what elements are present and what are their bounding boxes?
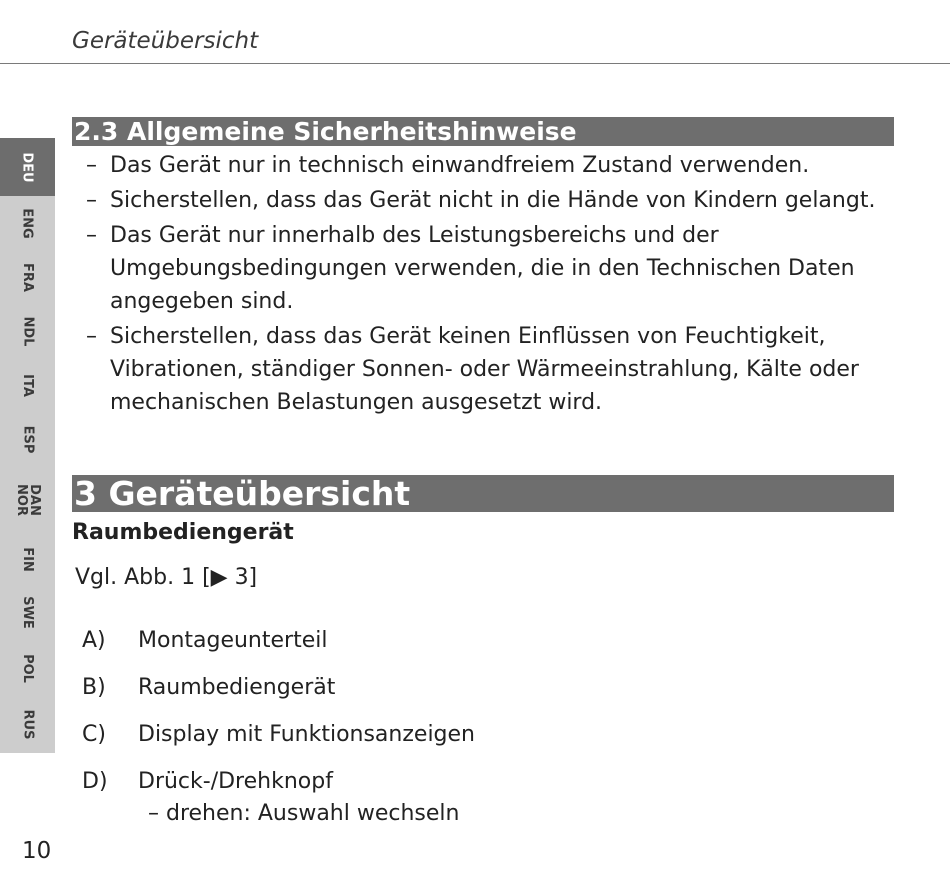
page-number: 10: [22, 838, 52, 864]
list-item: [86, 219, 896, 318]
bullet-text: Sicherstellen, dass das Gerät keinen Einflüssen von Feuchtigkeit, Vibrationen, ständiger Sonnen- oder Wärmeeinstrahlung, Kälte oder mechanischen Belastungen ausgesetzt wird.: [110, 324, 859, 415]
header-rule: [0, 63, 950, 64]
lang-tab-esp[interactable]: ESP: [20, 425, 35, 453]
safety-bullet-list: [86, 149, 896, 421]
subsection-title: Raumbediengerät: [72, 520, 294, 545]
lang-tab-deu[interactable]: DEU: [0, 138, 55, 196]
item-text: Display mit Funktionsanzeigen: [138, 722, 475, 747]
section-heading-2-3: 2.3 Allgemeine Sicherheitshinweise: [72, 117, 894, 146]
lang-tab-dan-nor[interactable]: DAN NOR: [13, 484, 42, 516]
item-text: Drück-/Drehknopf: [138, 769, 333, 794]
list-item: [86, 149, 896, 182]
item-letter: D): [82, 769, 108, 794]
list-item: [82, 718, 475, 765]
lang-tab-fra[interactable]: FRA: [19, 262, 35, 292]
bullet-text: Das Gerät nur innerhalb des Leistungsbereichs und der Umgebungsbedingungen verwenden, die in den Technischen Daten angegeben sind.: [110, 223, 855, 314]
list-item: [86, 320, 896, 419]
bullet-dash: –: [86, 324, 97, 349]
lang-tab-ita[interactable]: ITA: [19, 373, 35, 397]
bullet-text: Sicherstellen, dass das Gerät nicht in die Hände von Kindern gelangt.: [110, 188, 876, 213]
item-letter: C): [82, 722, 106, 747]
item-text: Montageunterteil: [138, 628, 328, 653]
list-item: [82, 671, 475, 718]
component-list: [82, 624, 475, 812]
bullet-text: Das Gerät nur in technisch einwandfreiem Zustand verwenden.: [110, 153, 810, 178]
list-item: [86, 184, 896, 217]
sub-list-item: – drehen: Auswahl wechseln: [148, 801, 460, 826]
lang-tab-fin[interactable]: FIN: [19, 546, 35, 572]
running-header: Geräteübersicht: [72, 28, 259, 54]
section-heading-3: 3 Geräteübersicht: [72, 475, 894, 512]
bullet-dash: –: [86, 223, 97, 248]
lang-tab-eng[interactable]: ENG: [20, 207, 35, 239]
item-letter: B): [82, 675, 106, 700]
item-letter: A): [82, 628, 106, 653]
lang-tab-rus[interactable]: RUS: [20, 709, 35, 740]
lang-tab-swe[interactable]: SWE: [20, 595, 35, 629]
bullet-dash: –: [86, 188, 97, 213]
lang-tab-ndl[interactable]: NDL: [20, 316, 35, 346]
lang-tab-pol[interactable]: POL: [20, 653, 35, 683]
item-text: Raumbediengerät: [138, 675, 336, 700]
bullet-dash: –: [86, 153, 97, 178]
figure-reference-link[interactable]: Vgl. Abb. 1 [▶ 3]: [75, 565, 258, 590]
language-tab-strip: [0, 138, 55, 753]
list-item: [82, 624, 475, 671]
